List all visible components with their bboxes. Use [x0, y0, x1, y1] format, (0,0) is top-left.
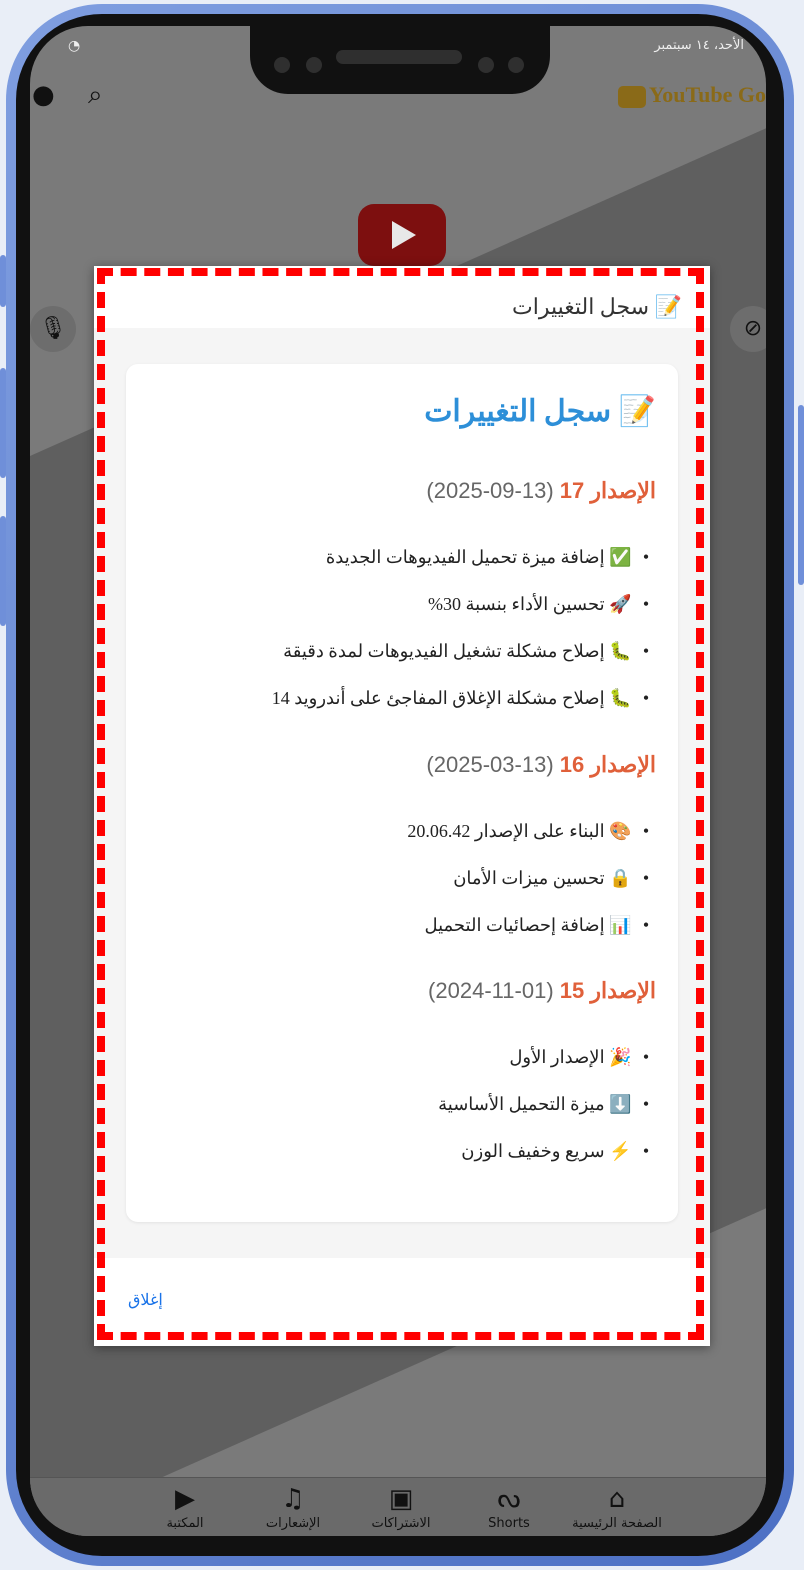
list-item: • ⚡ سريع وخفيف الوزن	[461, 1141, 650, 1161]
change-text: 🚀 تحسين الأداء بنسبة 30%	[427, 594, 632, 614]
power-button	[798, 405, 804, 585]
nav-notifications[interactable]	[238, 1484, 348, 1531]
list-item: • 🐛 إصلاح مشكلة تشغيل الفيديوهات لمدة دقيقة	[283, 641, 650, 661]
list-item: • 🔒 تحسين ميزات الأمان	[453, 868, 650, 888]
change-text: ⬇️ ميزة التحميل الأساسية	[438, 1094, 632, 1114]
sensor	[478, 57, 494, 73]
home-icon: ⌂	[608, 1484, 626, 1514]
change-text: 🐛 إصلاح مشكلة الإغلاق المفاجئ على أندرويد 14	[271, 688, 632, 708]
microphone-icon[interactable]: 🎙	[30, 306, 76, 352]
earpiece-speaker	[336, 50, 462, 64]
version-changes	[272, 534, 656, 722]
version-label: الإصدار 17	[559, 478, 656, 503]
version-heading	[426, 478, 656, 504]
version-heading	[428, 978, 656, 1004]
nav-home-label: الصفحة الرئيسية	[572, 1516, 662, 1531]
change-text: 🎨 البناء على الإصدار 20.06.42	[407, 821, 632, 841]
bottom-navigation	[30, 1477, 766, 1536]
version-heading	[426, 752, 656, 778]
bell-icon: ♫	[281, 1484, 305, 1514]
shorts-icon: ᔓ	[497, 1484, 521, 1514]
close-button[interactable]: إغلاق	[128, 1292, 163, 1309]
nav-home[interactable]	[562, 1484, 672, 1531]
nav-subscriptions[interactable]	[346, 1484, 456, 1531]
front-camera	[274, 57, 290, 73]
dialog-body[interactable]	[94, 328, 710, 1258]
explore-compass-icon[interactable]: ⊘	[730, 306, 766, 352]
version-date: (01-11-2024)	[428, 978, 554, 1003]
nav-shorts[interactable]	[454, 1484, 564, 1531]
change-text: 🐛 إصلاح مشكلة تشغيل الفيديوهات لمدة دقيقة	[283, 641, 632, 661]
list-item: • ⬇️ ميزة التحميل الأساسية	[438, 1094, 650, 1114]
phone-notch	[250, 26, 550, 94]
nav-shorts-label: Shorts	[488, 1516, 530, 1531]
version-changes	[438, 1034, 656, 1175]
account-icon[interactable]: ●	[32, 80, 55, 110]
subscriptions-icon: ▣	[388, 1484, 414, 1514]
nav-notifications-label: الإشعارات	[265, 1516, 321, 1531]
nav-library-label: المكتبة	[166, 1516, 204, 1531]
wifi-icon: ◔	[68, 38, 81, 54]
list-item: • 🐛 إصلاح مشكلة الإغلاق المفاجئ على أندرويد 14	[271, 688, 650, 708]
changelog-card	[126, 364, 678, 1222]
nav-subscriptions-label: الاشتراكات	[371, 1516, 431, 1531]
youtube-go-logo-icon	[618, 86, 646, 108]
dialog-title: 📝 سجل التغييرات	[512, 294, 682, 319]
changelog-dialog	[94, 266, 710, 1346]
search-icon[interactable]: ⌕	[88, 80, 103, 110]
youtube-play-logo	[358, 204, 446, 266]
nav-library[interactable]	[130, 1484, 240, 1531]
change-text: ✅ إضافة ميزة تحميل الفيديوهات الجديدة	[325, 547, 632, 567]
list-item: • ✅ إضافة ميزة تحميل الفيديوهات الجديدة	[325, 547, 650, 567]
brand-name: YouTube Go	[648, 82, 766, 107]
sensor	[306, 57, 322, 73]
brand-logo	[618, 82, 766, 108]
status-date: الأحد، ١٤ سبتمبر	[654, 38, 744, 53]
version-changes	[407, 808, 656, 949]
list-item: • 🎨 البناء على الإصدار 20.06.42	[407, 821, 650, 841]
change-text: ⚡ سريع وخفيف الوزن	[461, 1141, 632, 1161]
changelog-heading: 📝 سجل التغييرات	[424, 395, 656, 428]
version-date: (13-03-2025)	[426, 752, 554, 777]
change-text: 🎉 الإصدار الأول	[509, 1047, 632, 1067]
version-label: الإصدار 15	[559, 978, 656, 1003]
version-label: الإصدار 16	[559, 752, 656, 777]
library-icon: ▶	[175, 1484, 195, 1514]
change-text: 📊 إضافة إحصائيات التحميل	[424, 915, 632, 935]
list-item: • 🚀 تحسين الأداء بنسبة 30%	[427, 594, 650, 614]
list-item: • 🎉 الإصدار الأول	[509, 1047, 650, 1067]
list-item: • 📊 إضافة إحصائيات التحميل	[424, 915, 650, 935]
sensor	[508, 57, 524, 73]
version-date: (13-09-2025)	[426, 478, 554, 503]
change-text: 🔒 تحسين ميزات الأمان	[453, 868, 632, 888]
